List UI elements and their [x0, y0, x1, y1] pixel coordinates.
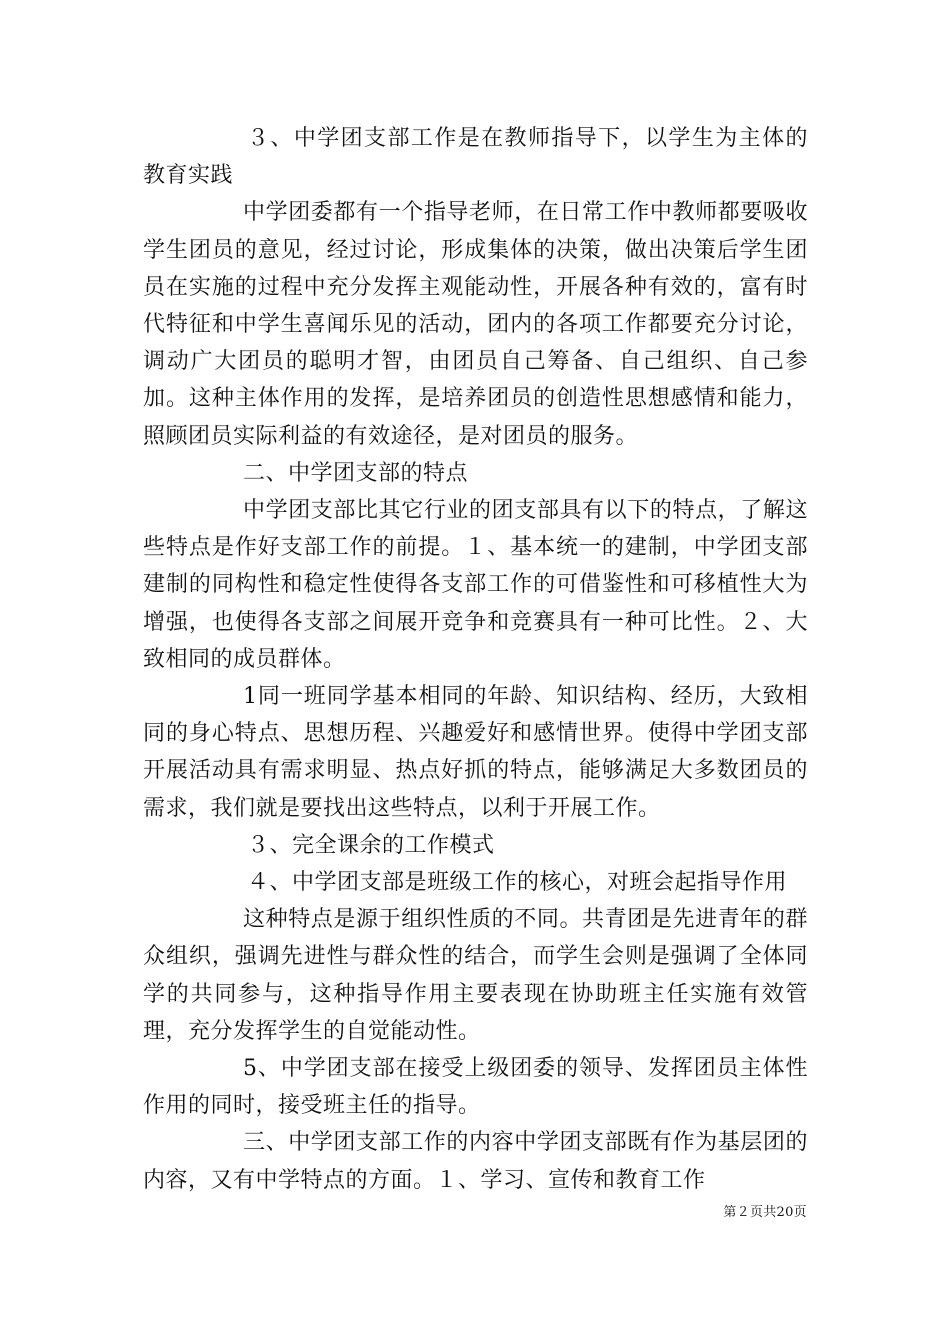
paragraph-class-core: ４、中学团支部是班级工作的核心，对班会起指导作用: [247, 870, 788, 896]
document-body: [143, 120, 808, 1199]
paragraph-section-3-heading: ３、中学团支部工作是在教师指导下，以学生为主体的教育实践: [143, 126, 808, 189]
page-number-footer: 第２页共20页: [723, 1205, 807, 1220]
paragraph-features-intro: 中学团支部比其它行业的团支部具有以下的特点，了解这些特点是作好支部工作的前提。１、基本统一的建制，中学团支部建制的同构性和稳定性使得各支部工作的可借鉴性和可移植性大为增强，也使得各支部之间展开竞争和竞赛具有一种可比性。２、大致相同的成员群体。: [143, 498, 808, 672]
paragraph-same-age-group: 1同一班同学基本相同的年龄、知识结构、经历，大致相同的身心特点、思想历程、兴趣爱好和感情世界。使得中学团支部开展活动具有需求明显、热点好抓的特点，能够满足大多数团员的需求，我们就是要找出这些特点，以利于开展工作。: [143, 684, 808, 821]
paragraph-organization-nature: 这种特点是源于组织性质的不同。共青团是先进青年的群众组织，强调先进性与群众性的结合，而学生会则是强调了全体同学的共同参与，这种指导作用主要表现在协助班主任实施有效管理，充分发挥学生的自觉能动性。: [143, 907, 808, 1044]
paragraph-guidance-teacher: 中学团委都有一个指导老师，在日常工作中教师都要吸收学生团员的意见，经过讨论，形成集体的决策，做出决策后学生团员在实施的过程中充分发挥主观能动性，开展各种有效的，富有时代特征和中学生喜闻乐见的活动，团内的各项工作都要充分讨论，调动广大团员的聪明才智，由团员自己筹备、自己组织、自己参加。这种主体作用的发挥，是培养团员的创造性思想感情和能力，照顾团员实际利益的有效途径，是对团员的服务。: [143, 200, 808, 449]
paragraph-after-class-mode: ３、完全课余的工作模式: [247, 832, 495, 858]
paragraph-leadership: 5、中学团支部在接受上级团委的领导、发挥团员主体性作用的同时，接受班主任的指导。: [143, 1056, 808, 1119]
paragraph-features-heading: 二、中学团支部的特点: [243, 460, 469, 486]
paragraph-work-content: 三、中学团支部工作的内容中学团支部既有作为基层团的内容，又有中学特点的方面。１、学习、宣传和教育工作: [143, 1130, 808, 1193]
